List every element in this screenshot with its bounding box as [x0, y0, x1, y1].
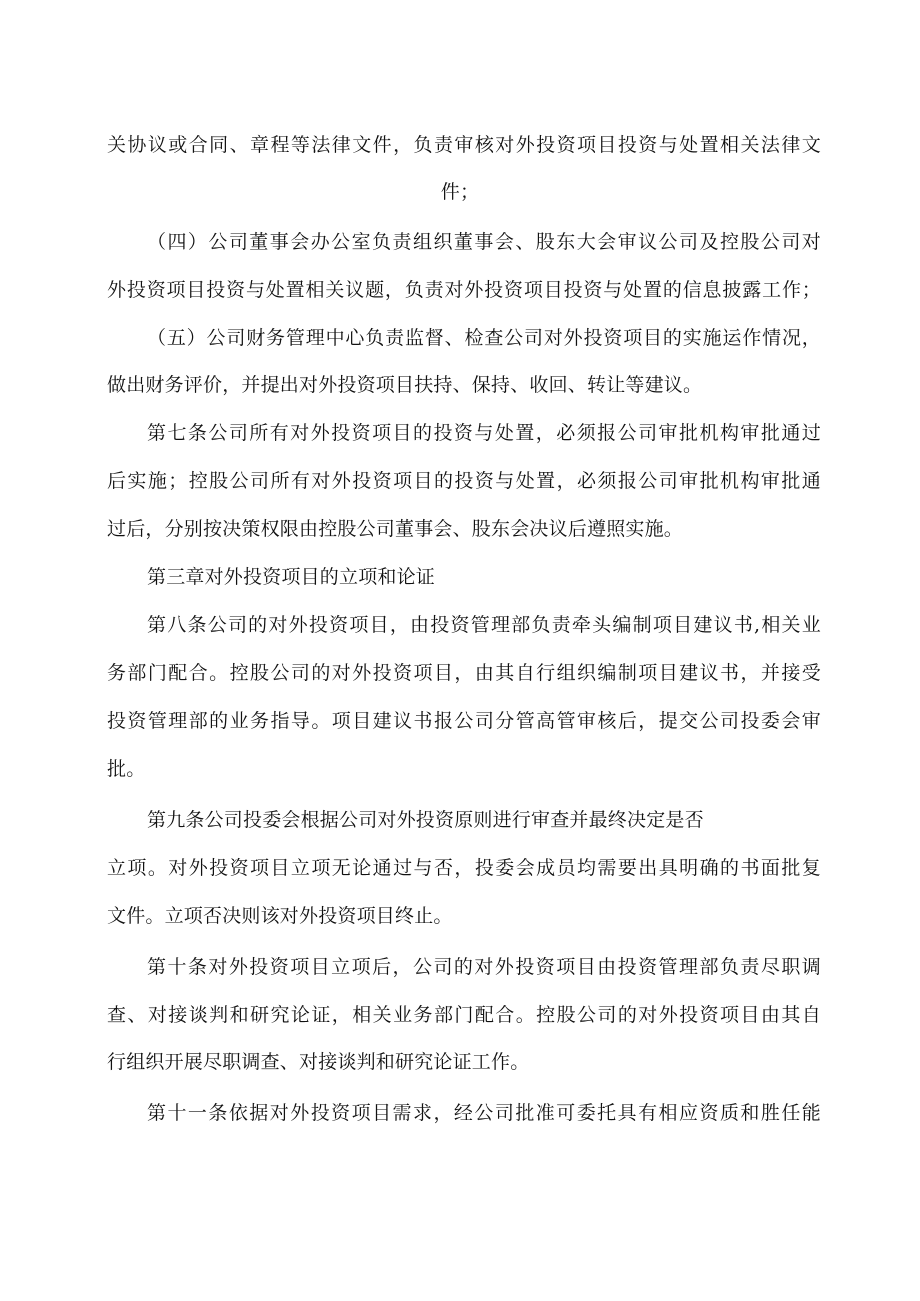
text-line-19: 查、对接谈判和研究论证，相关业务部门配合。控股公司的对外投资项目由其自 — [107, 1004, 821, 1026]
text-line-15: 第九条公司投委会根据公司对外投资原则进行审查并最终决定是否 — [147, 809, 704, 831]
text-line-1: 关协议或合同、章程等法律文件，负责审核对外投资项目投资与处置相关法律文 — [107, 134, 821, 156]
text-line-8: 后实施；控股公司所有对外投资项目的投资与处置，必须报公司审批机构审批通 — [107, 470, 821, 492]
text-line-9: 过后，分别按决策权限由控股公司董事会、股东会决议后遵照实施。 — [107, 518, 684, 540]
chapter-heading: 第三章对外投资项目的立项和论证 — [147, 566, 436, 588]
text-line-12: 务部门配合。控股公司的对外投资项目，由其自行组织编制项目建议书，并接受 — [107, 662, 821, 684]
text-line-21: 第十一条依据对外投资项目需求，经公司批准可委托具有相应资质和胜任能 — [147, 1102, 821, 1124]
text-line-16: 立项。对外投资项目立项无论通过与否，投委会成员均需要出具明确的书面批复 — [107, 857, 821, 879]
text-line-2: 件； — [440, 181, 480, 203]
text-line-4: 外投资项目投资与处置相关议题，负责对外投资项目投资与处置的信息披露工作； — [107, 279, 821, 301]
text-line-20: 行组织开展尽职调查、对接谈判和研究论证工作。 — [107, 1051, 530, 1073]
text-line-5: （五）公司财务管理中心负责监督、检查公司对外投资项目的实施运作情况， — [147, 327, 821, 349]
text-line-3: （四）公司董事会办公室负责组织董事会、股东大会审议公司及控股公司对 — [147, 231, 821, 253]
text-line-17: 文件。立项否决则该对外投资项目终止。 — [107, 905, 453, 927]
text-line-11: 第八条公司的对外投资项目，由投资管理部负责牵头编制项目建议书,相关业 — [147, 614, 821, 636]
text-line-14: 批。 — [107, 758, 146, 780]
text-line-7: 第七条公司所有对外投资项目的投资与处置，必须报公司审批机构审批通过 — [147, 422, 821, 444]
text-line-18: 第十条对外投资项目立项后，公司的对外投资项目由投资管理部负责尽职调 — [147, 956, 821, 978]
text-line-6: 做出财务评价，并提出对外投资项目扶持、保持、收回、转让等建议。 — [107, 374, 703, 396]
text-line-13: 投资管理部的业务指导。项目建议书报公司分管高管审核后，提交公司投委会审 — [107, 710, 821, 732]
